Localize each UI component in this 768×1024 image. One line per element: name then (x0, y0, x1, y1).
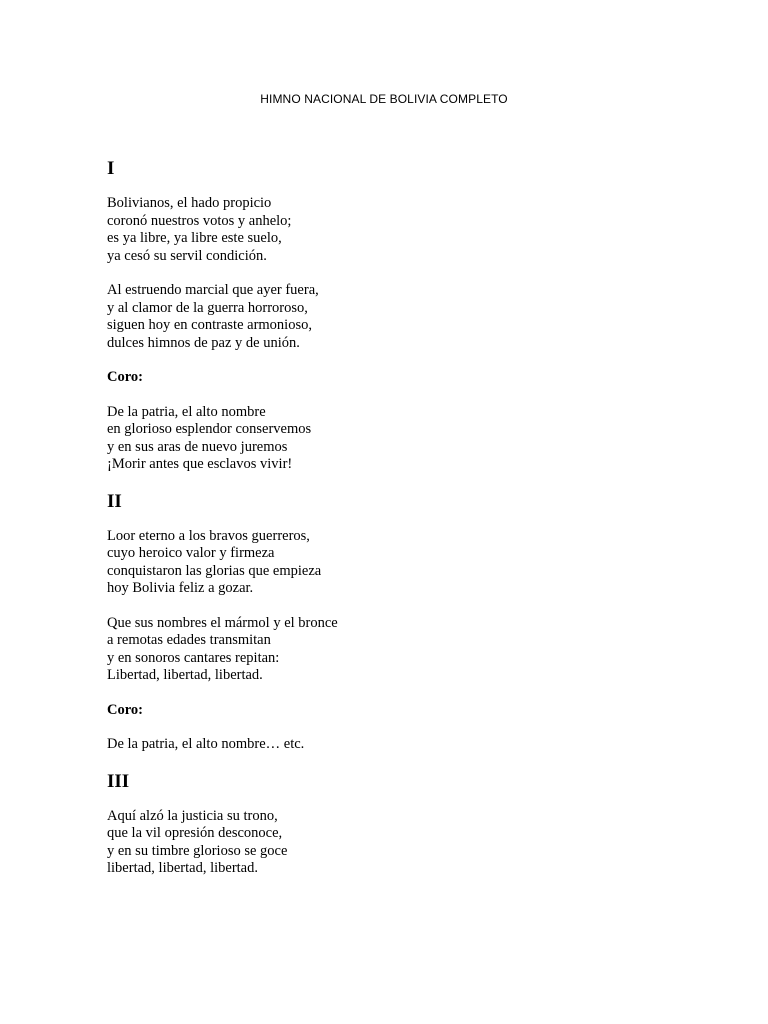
verse-line: conquistaron las glorias que empieza (107, 562, 322, 579)
verse-line: Al estruendo marcial que ayer fuera, (107, 282, 319, 298)
verse-line: cuyo heroico valor y firmeza (107, 545, 275, 561)
coro-stanza (107, 404, 667, 474)
section-heading-ii: II (107, 490, 122, 512)
verse-line: ¡Morir antes que esclavos vivir! (107, 456, 293, 472)
verse-line: hoy Bolivia feliz a gozar. (107, 580, 254, 596)
verse-line: a remotas edades transmitan (107, 632, 271, 648)
verse-line: Aquí alzó la justicia su trono, (107, 807, 278, 824)
verse-line: libertad, libertad, libertad. (107, 860, 258, 876)
verse-line: ya cesó su servil condición. (107, 247, 267, 264)
verse-line: siguen hoy en contraste armonioso, (107, 317, 312, 333)
verse-line: De la patria, el alto nombre… etc. (107, 736, 305, 752)
verse-line: y en sonoros cantares repitan: (107, 649, 280, 666)
section-heading-iii: III (107, 770, 130, 792)
verse-line: dulces himnos de paz y de unión. (107, 334, 300, 351)
stanza (107, 528, 667, 598)
verse-line: en glorioso esplendor conservemos (107, 421, 312, 437)
verse-line: y en su timbre glorioso se goce (107, 842, 288, 859)
anthem-body (107, 158, 667, 878)
verse-line: es ya libre, ya libre este suelo, (107, 230, 282, 246)
verse-line: De la patria, el alto nombre (107, 403, 266, 420)
stanza (107, 195, 667, 265)
coro-label: Coro: (107, 369, 143, 385)
document-title: HIMNO NACIONAL DE BOLIVIA COMPLETO (260, 92, 508, 106)
stanza (107, 808, 667, 878)
verse-line: y en sus aras de nuevo juremos (107, 438, 288, 455)
verse-line: Bolivianos, el hado propicio (107, 195, 272, 211)
verse-line: Que sus nombres el mármol y el bronce (107, 614, 338, 631)
verse-line: Libertad, libertad, libertad. (107, 667, 263, 683)
stanza (107, 615, 667, 685)
section-heading-i: I (107, 158, 115, 179)
verse-line: Loor eterno a los bravos guerreros, (107, 527, 310, 544)
coro-stanza (107, 736, 667, 754)
verse-line: y al clamor de la guerra horroroso, (107, 299, 308, 316)
verse-line: coronó nuestros votos y anhelo; (107, 212, 292, 229)
coro-label: Coro: (107, 701, 143, 718)
stanza (107, 282, 667, 352)
verse-line: que la vil opresión desconoce, (107, 825, 283, 841)
